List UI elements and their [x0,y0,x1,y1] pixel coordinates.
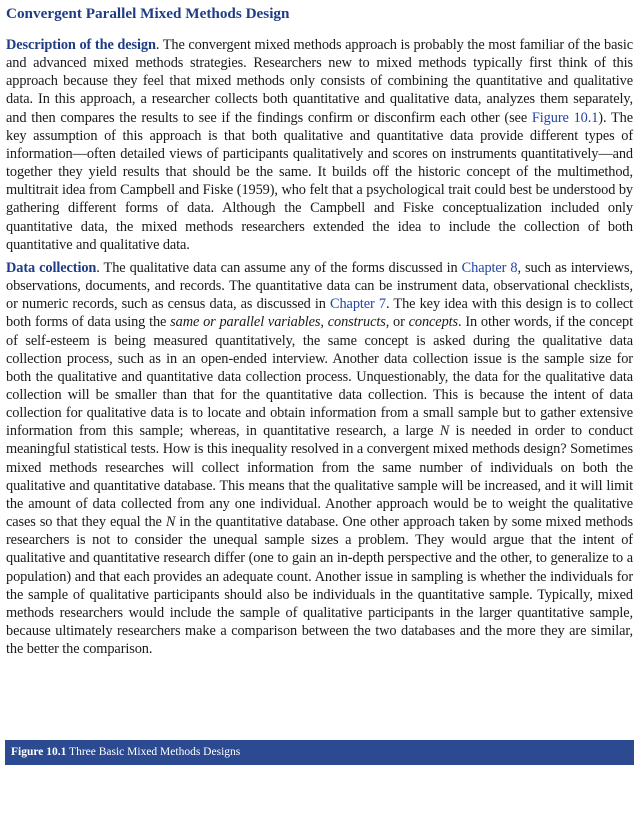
paragraph-text: , or [385,314,409,331]
paragraph-text: in the quantitative database. One other approach taken by some mixed methods researchers is not to consider the unequal sample sizes a problem. They would argue that the intent of qualitative and quantitative research differ (one to gain an in-depth perspective and the other, to generalize to a population) and that each provides an adequate count. Another issue in sampling is whether the individuals for the sample of qualitative participants should also be individuals in the quantitative sample. Typically, mixed methods researchers would include the sample of qualitative participants in the larger quantitative sample, because ultimately researchers make a comparison between the two databases and the more they are similar, the better the comparison. [6,514,633,658]
section-heading: Convergent Parallel Mixed Methods Design [6,5,290,22]
figure-caption: Three Basic Mixed Methods Designs [66,746,241,758]
emphasis-text: N [439,423,450,440]
emphasis-text: concepts [408,314,459,331]
chapter-7-link[interactable]: Chapter 7 [330,296,386,313]
paragraph-text: . The key idea with this design is to collect both forms of data using the [6,296,633,331]
paragraph-description [6,36,633,254]
emphasis-text: same or parallel variables, constructs [170,314,386,331]
run-in-heading-data-collection: Data collection [6,259,97,276]
emphasis-text: N [165,514,176,531]
page-content [6,4,633,663]
paragraph-text: , such as interviews, observations, documents, and records. The quantitative data can be instrument data, observational checklists, or numeric records, such as census data, as discussed in [6,259,633,313]
figure-label: Figure 10.1 [11,746,67,758]
paragraph-text: is needed in order to conduct meaningful statistical tests. How is this inequality resolved in a convergent mixed methods design? Sometimes mixed methods researches will collect information from the same number of individuals on both the qualitative and quantitative database. This means that the qualitative sample will be increased, and it will limit the amount of data collected from any one individual. Another approach would be to weight the qualitative cases so that they equal the [6,423,633,531]
paragraph-data-collection [6,259,633,658]
paragraph-text: . In other words, if the concept of self-esteem is being measured quantitatively, the same concept is asked during the qualitative data collection process, such as in an open-ended interview. Another data collection issue is the sample size for both the qualitative and quantitative data collection process. Unquestionably, the data for the qualitative data collection will be smaller than that for the quantitative data collection. This is because the intent of data collection for qualitative data is to locate and obtain information from a small sample but to gather extensive information from this sample; whereas, in quantitative research, a large [6,314,633,440]
figure-caption-bar [5,740,634,765]
paragraph-text: ). The key assumption of this approach is that both qualitative and quantitative data provide different types of information—often detailed views of participants qualitatively and scores on instruments quantitatively—and together they yield results that should be the same. It builds off the historic concept of the multimethod, multitrait idea from Campbell and Fiske (1959), who felt that a psychological trait could best be understood by gathering different forms of data. Although the Campbell and Fiske conceptualization included only quantitative data, the mixed methods researchers extended the idea to include the collection of both quantitative and qualitative data. [6,109,633,253]
chapter-8-link[interactable]: Chapter 8 [461,259,518,276]
run-in-heading-description: Description of the design [6,37,156,53]
paragraph-text: . The qualitative data can assume any of the forms discussed in [96,259,462,276]
paragraph-text: . The convergent mixed methods approach is probably the most familiar of the basic and advanced mixed methods strategies. Researchers new to mixed methods typically first think of this approach because they feel that mixed methods only consists of combining the quantitative and qualitative data. In this approach, a researcher collects both quantitative and qualitative data, analyzes them separately, and then compares the results to see if the findings confirm or disconfirm each other (see [6,37,633,126]
figure-10-1-link[interactable]: Figure 10.1 [531,109,599,126]
